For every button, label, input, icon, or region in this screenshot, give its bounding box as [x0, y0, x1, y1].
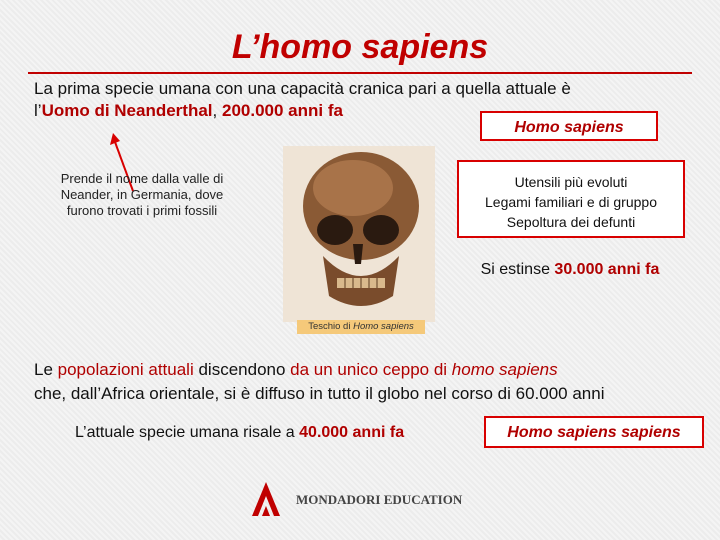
- pop-p4: da un unico ceppo di: [290, 360, 452, 379]
- intro-line1: La prima specie umana con una capacità cranica pari a quella attuale è: [34, 79, 571, 98]
- trait-item: Utensili più evoluti: [514, 174, 628, 190]
- pop-line2: che, dall’Africa orientale, si è diffuso in tutto il globo nel corso di 60.000 anni: [34, 384, 605, 403]
- caption-prefix: Teschio di: [308, 321, 354, 332]
- populations-text: [34, 358, 700, 406]
- pop-p1: Le: [34, 360, 58, 379]
- skull-photo: [283, 146, 435, 322]
- neander-note: Prende il nome dalla valle di Neander, in Germania, dove furono trovati i primi fossili: [60, 171, 224, 218]
- pop-p3: discendono: [193, 360, 291, 379]
- neanderthal-years: 200.000 anni fa: [221, 101, 343, 120]
- extinct-years: 30.000 anni fa: [554, 261, 660, 278]
- homo-sapiens-sapiens-box: Homo sapiens sapiens: [484, 416, 704, 448]
- pop-p5: homo sapiens: [451, 360, 558, 379]
- traits-box: [457, 160, 685, 238]
- extinct-prefix: Si estinse: [480, 261, 555, 278]
- neanderthal-highlight: Uomo di Neanderthal: [41, 101, 213, 120]
- caption-italic: Homo sapiens: [353, 321, 414, 332]
- homo-sapiens-box: Homo sapiens: [480, 111, 658, 141]
- mondadori-logo: [248, 478, 478, 518]
- pop-p2: popolazioni attuali: [57, 360, 194, 379]
- current-prefix: L’attuale specie umana risale a: [75, 424, 300, 441]
- trait-item: Sepoltura dei defunti: [506, 214, 636, 230]
- skull-caption: [297, 320, 425, 334]
- current-years: 40.000 anni fa: [299, 424, 405, 441]
- intro-prefix: l’: [34, 101, 42, 120]
- trait-item: Legami familiari e di gruppo: [485, 194, 657, 210]
- page-title: L’homo sapiens: [231, 28, 489, 66]
- logo-text: MONDADORI EDUCATION: [296, 492, 463, 507]
- current-species-text: [75, 424, 404, 442]
- extinct-text: [460, 261, 680, 279]
- intro-sep: ,: [212, 101, 222, 120]
